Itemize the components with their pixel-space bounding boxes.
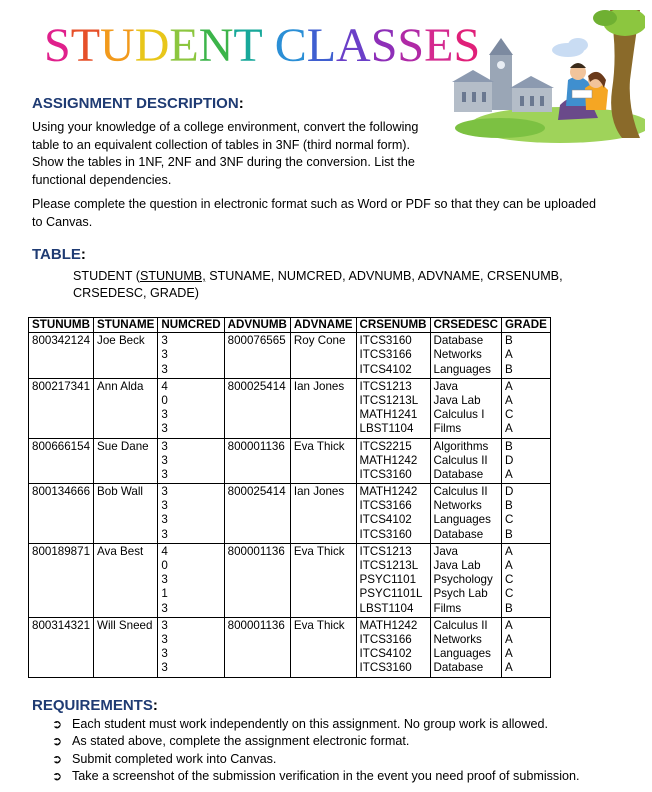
numcred-cell	[158, 438, 224, 484]
crsedesc-cell-value: Languages	[433, 362, 491, 376]
crsenumb-cell	[356, 543, 430, 617]
assignment-heading: ASSIGNMENT DESCRIPTION:	[32, 95, 244, 112]
crsenumb-cell-value: PSYC1101L	[359, 587, 423, 601]
crsedesc-cell	[430, 543, 501, 617]
grade-cell-value: A	[504, 422, 513, 436]
crsenumb-cell-value: ITCS4102	[359, 647, 412, 661]
title-letter: S	[453, 19, 481, 72]
grade-cell-value: A	[504, 647, 513, 661]
crsedesc-cell	[430, 484, 501, 544]
numcred-cell	[158, 617, 224, 677]
table-header-row	[29, 318, 551, 333]
numcred-cell-value: 3	[161, 422, 168, 436]
numcred-cell-value: 0	[161, 393, 168, 407]
stunumb-cell: 800342124	[29, 333, 94, 379]
numcred-cell-value: 3	[161, 499, 168, 513]
cloud-icon	[552, 38, 588, 57]
grade-cell-value: B	[504, 527, 513, 541]
requirement-item: ➲ Each student must work independently on this assignment. No group work is allowed.	[52, 716, 580, 733]
crsenumb-cell-value: ITCS3166	[359, 499, 412, 513]
grade-cell-value: B	[504, 499, 513, 513]
title-letter: C	[274, 19, 307, 72]
table-row	[29, 438, 551, 484]
numcred-cell-value: 3	[161, 467, 168, 481]
grade-cell-value: B	[504, 362, 513, 376]
advnumb-cell: 800025414	[224, 484, 290, 544]
crsenumb-cell-value: ITCS1213	[359, 544, 412, 558]
crsenumb-cell-value: ITCS3160	[359, 334, 412, 348]
stunumb-cell: 800217341	[29, 378, 94, 438]
crsenumb-cell	[356, 617, 430, 677]
title-letter: A	[336, 19, 371, 72]
numcred-cell	[158, 333, 224, 379]
crsedesc-cell-value: Calculus II	[433, 453, 488, 467]
title-letter: L	[306, 19, 337, 72]
grade-cell-value: D	[504, 453, 514, 467]
grade-cell	[501, 438, 550, 484]
requirements-list	[52, 716, 580, 786]
crsenumb-cell-value: ITCS3166	[359, 348, 412, 362]
student-classes-table	[28, 317, 551, 678]
numcred-cell	[158, 378, 224, 438]
crsedesc-cell-value: Java Lab	[433, 559, 481, 573]
building-icon	[452, 38, 554, 112]
title-letter: T	[70, 19, 101, 72]
crsedesc-cell-value: Java	[433, 379, 459, 393]
grade-cell-value: D	[504, 485, 514, 499]
grade-cell-value: A	[504, 348, 513, 362]
page-title	[44, 19, 481, 72]
stuname-cell: Will Sneed	[94, 617, 158, 677]
advname-cell: Roy Cone	[290, 333, 356, 379]
stunumb-cell: 800314321	[29, 617, 94, 677]
requirement-item: ➲ As stated above, complete the assignment electronic format.	[52, 733, 580, 750]
numcred-cell-value: 3	[161, 362, 168, 376]
assignment-paragraph-1: Using your knowledge of a college environment, convert the following table to an equivalent collection of tables in 3NF (third normal form). Show the tables in 1NF, 2NF and 3NF during the conversion. List the functional dependencies.	[32, 120, 419, 187]
table-row	[29, 617, 551, 677]
crsedesc-cell-value: Languages	[433, 647, 491, 661]
title-letter: S	[370, 19, 398, 72]
title-letter: E	[169, 19, 199, 72]
grade-cell-value: B	[504, 439, 513, 453]
crsedesc-cell-value: Languages	[433, 513, 491, 527]
grade-cell-value: C	[504, 408, 514, 422]
crsedesc-cell-value: Films	[433, 601, 462, 615]
crsedesc-cell	[430, 333, 501, 379]
grade-cell	[501, 333, 550, 379]
crsenumb-cell-value: PSYC1101	[359, 573, 417, 587]
crsedesc-cell	[430, 438, 501, 484]
crsedesc-cell-value: Networks	[433, 499, 482, 513]
grade-cell-value: A	[504, 661, 513, 675]
requirements-heading: REQUIREMENTS:	[32, 697, 158, 714]
numcred-cell-value: 1	[161, 587, 168, 601]
arrow-bullet-icon: ➲	[52, 769, 63, 784]
advname-cell: Ian Jones	[290, 378, 356, 438]
grade-cell	[501, 617, 550, 677]
grade-cell-value: A	[504, 379, 513, 393]
numcred-cell-value: 3	[161, 348, 168, 362]
grade-cell-value: B	[504, 334, 513, 348]
advnumb-cell: 800076565	[224, 333, 290, 379]
crsedesc-cell	[430, 378, 501, 438]
arrow-bullet-icon: ➲	[52, 751, 63, 766]
assignment-paragraph-2: Please complete the question in electronic format such as Word or PDF so that they can be uploaded to Canvas.	[32, 197, 597, 229]
student-relation-definition: STUDENT (STUNUMB, STUNAME, NUMCRED, ADVNUMB, ADVNAME, CRSENUMB, CRSEDESC, GRADE)	[73, 269, 563, 300]
crsedesc-cell-value: Database	[433, 527, 484, 541]
grade-cell	[501, 543, 550, 617]
numcred-cell-value: 3	[161, 334, 168, 348]
crsenumb-cell-value: ITCS3166	[359, 632, 412, 646]
crsenumb-cell-value: ITCS3160	[359, 467, 412, 481]
crsedesc-cell-value: Films	[433, 422, 462, 436]
numcred-cell-value: 3	[161, 601, 168, 615]
crsedesc-cell-value: Algorithms	[433, 439, 489, 453]
column-header: STUNUMB	[29, 318, 94, 333]
crsenumb-cell-value: LBST1104	[359, 601, 414, 615]
grade-cell-value: B	[504, 601, 513, 615]
crsedesc-cell-value: Networks	[433, 348, 482, 362]
table-row	[29, 484, 551, 544]
column-header: CRSENUMB	[356, 318, 430, 333]
numcred-cell-value: 4	[161, 379, 168, 393]
table-row	[29, 378, 551, 438]
title-letter: S	[397, 19, 425, 72]
crsenumb-cell-value: ITCS1213L	[359, 559, 419, 573]
stunumb-cell: 800189871	[29, 543, 94, 617]
advnumb-cell: 800001136	[224, 543, 290, 617]
numcred-cell-value: 3	[161, 485, 168, 499]
column-header: ADVNUMB	[224, 318, 290, 333]
column-header: NUMCRED	[158, 318, 224, 333]
requirement-item: ➲ Take a screenshot of the submission verification in the event you need proof of submission.	[52, 768, 580, 785]
advname-cell: Eva Thick	[290, 543, 356, 617]
crsenumb-cell-value: MATH1242	[359, 453, 418, 467]
crsenumb-cell-value: MATH1241	[359, 408, 418, 422]
numcred-cell-value: 3	[161, 661, 168, 675]
advnumb-cell: 800025414	[224, 378, 290, 438]
stunumb-cell: 800666154	[29, 438, 94, 484]
crsenumb-cell	[356, 484, 430, 544]
title-letter: D	[134, 19, 170, 72]
grade-cell-value: C	[504, 587, 514, 601]
advname-cell: Eva Thick	[290, 438, 356, 484]
numcred-cell-value: 3	[161, 632, 168, 646]
numcred-cell-value: 3	[161, 453, 168, 467]
stunumb-cell: 800134666	[29, 484, 94, 544]
column-header: GRADE	[501, 318, 550, 333]
title-letter: N	[198, 19, 234, 72]
numcred-cell-value: 0	[161, 559, 168, 573]
crsedesc-cell-value: Networks	[433, 632, 482, 646]
grade-cell-value: A	[504, 618, 513, 632]
advnumb-cell: 800001136	[224, 617, 290, 677]
grade-cell	[501, 378, 550, 438]
column-header: CRSEDESC	[430, 318, 501, 333]
crsenumb-cell-value: ITCS3160	[359, 661, 412, 675]
crsedesc-cell-value: Java Lab	[433, 393, 481, 407]
crsedesc-cell-value: Database	[433, 661, 484, 675]
crsedesc-cell-value: Psychology	[433, 573, 493, 587]
stuname-cell: Ann Alda	[94, 378, 158, 438]
crsedesc-cell-value: Calculus II	[433, 485, 488, 499]
numcred-cell-value: 3	[161, 647, 168, 661]
crsenumb-cell-value: ITCS4102	[359, 513, 412, 527]
grade-cell-value: A	[504, 393, 513, 407]
numcred-cell-value: 3	[161, 439, 168, 453]
numcred-cell	[158, 484, 224, 544]
crsenumb-cell-value: ITCS3160	[359, 527, 412, 541]
numcred-cell-value: 3	[161, 408, 168, 422]
crsenumb-cell	[356, 378, 430, 438]
advname-cell: Ian Jones	[290, 484, 356, 544]
grade-cell	[501, 484, 550, 544]
crsenumb-cell-value: ITCS2215	[359, 439, 412, 453]
crsenumb-cell-value: MATH1242	[359, 485, 418, 499]
crsedesc-cell-value: Calculus I	[433, 408, 485, 422]
stuname-cell: Bob Wall	[94, 484, 158, 544]
advname-cell: Eva Thick	[290, 617, 356, 677]
grade-cell-value: A	[504, 632, 513, 646]
grade-cell-value: C	[504, 513, 514, 527]
column-header: STUNAME	[94, 318, 158, 333]
crsedesc-cell	[430, 617, 501, 677]
crsedesc-cell-value: Psych Lab	[433, 587, 488, 601]
crsenumb-cell	[356, 438, 430, 484]
stuname-cell: Joe Beck	[94, 333, 158, 379]
grade-cell-value: A	[504, 467, 513, 481]
crsenumb-cell-value: LBST1104	[359, 422, 414, 436]
column-header: ADVNAME	[290, 318, 356, 333]
crsedesc-cell-value: Calculus II	[433, 618, 488, 632]
stuname-cell: Sue Dane	[94, 438, 158, 484]
table-row	[29, 543, 551, 617]
crsedesc-cell-value: Database	[433, 334, 484, 348]
crsedesc-cell-value: Java	[433, 544, 459, 558]
grade-cell-value: C	[504, 573, 514, 587]
numcred-cell	[158, 543, 224, 617]
crsenumb-cell-value: ITCS4102	[359, 362, 412, 376]
title-letter: U	[100, 19, 135, 72]
table-heading: TABLE:	[32, 246, 86, 263]
numcred-cell-value: 3	[161, 618, 168, 632]
crsenumb-cell-value: ITCS1213L	[359, 393, 419, 407]
stuname-cell: Ava Best	[94, 543, 158, 617]
numcred-cell-value: 4	[161, 544, 168, 558]
arrow-bullet-icon: ➲	[52, 717, 63, 731]
grade-cell-value: A	[504, 544, 513, 558]
crsenumb-cell-value: MATH1242	[359, 618, 418, 632]
numcred-cell-value: 3	[161, 527, 168, 541]
title-letter: E	[424, 19, 454, 72]
title-letter: T	[233, 19, 263, 72]
arrow-bullet-icon: ➲	[52, 734, 63, 749]
crsedesc-cell-value: Database	[433, 467, 484, 481]
primary-key: STUNUMB,	[139, 269, 206, 283]
numcred-cell-value: 3	[161, 573, 168, 587]
title-letter: S	[44, 19, 71, 72]
grade-cell-value: A	[504, 559, 513, 573]
students-illustration	[440, 10, 645, 145]
numcred-cell-value: 3	[161, 513, 168, 527]
crsenumb-cell-value: ITCS1213	[359, 379, 412, 393]
advnumb-cell: 800001136	[224, 438, 290, 484]
crsenumb-cell	[356, 333, 430, 379]
requirement-item: ➲ Submit completed work into Canvas.	[52, 751, 580, 768]
table-row	[29, 333, 551, 379]
